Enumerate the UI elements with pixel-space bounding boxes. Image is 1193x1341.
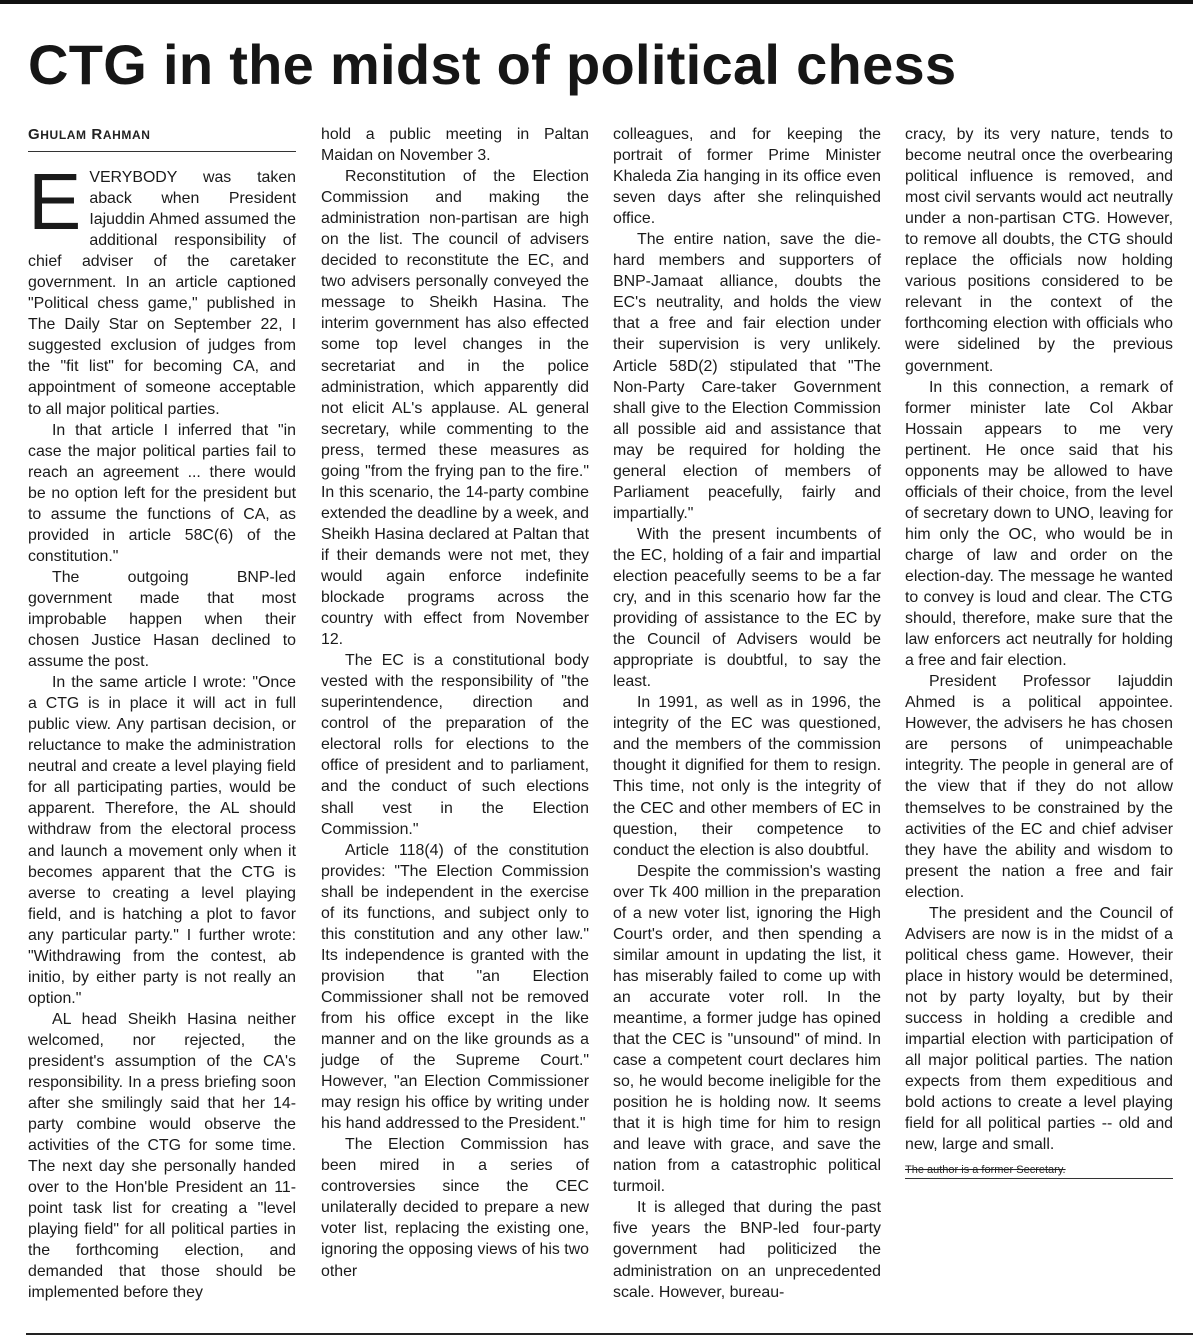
column-2: [321, 124, 589, 1282]
paragraph: Article 118(4) of the constitution provides: "The Election Commission shall be independent in the exercise of its functions, and subject only to this constitution and any other law." Its independence is granted with the provision that "an Election Commissioner shall not be removed from his office except in the like manner and on the like grounds as a judge of the Supreme Court." However, "an Election Commissioner may resign his office by writing under his hand addressed to the President.": [321, 841, 589, 1133]
paragraph: AL head Sheikh Hasina neither welcomed, nor rejected, the president's assumption of the CA's responsibility. In a press briefing soon after she smilingly said that her 14-party combine would observe the activities of the CTG for some time. The next day she personally handed over to the Hon'ble President an 11-point task list for creating a "level playing field" for all political parties in the forthcoming election, and demanded that those should be implemented before they: [28, 1010, 296, 1302]
column-1: [28, 124, 296, 1304]
paragraph: It is alleged that during the past five years the BNP-led four-party government had politicized the administration on an unprecedented scale. However, bureau-: [613, 1199, 881, 1301]
column-3: [613, 124, 881, 1303]
paragraph: In this connection, a remark of former minister late Col Akbar Hossain appears to me very pertinent. He once said that his opponents may be allowed to have officials of their choice, from the level of secretary down to UNO, leaving for him only the OC, who would be in charge of law and order on the election-day. The message he wanted to convey is loud and clear. The CTG should, therefore, make sure that the law enforcers act neutrally for holding a free and fair election.: [905, 378, 1173, 670]
paragraph: The president and the Council of Advisers are now is in the midst of a political chess game. However, their place in history would be determined, not by party loyalty, but by their success in holding a credible and impartial election with participation of all major political parties. The nation expects from them expeditious and bold actions to create a level playing field for all political parties -- old and new, large and small.: [905, 904, 1173, 1154]
paragraph: With the present incumbents of the EC, holding of a fair and impartial election peacefully seems to be a far cry, and in this scenario how far the providing of assistance to the EC by the Council of Advisers would be appropriate is doubtful, to say the least.: [613, 525, 881, 691]
drop-cap: E: [28, 157, 82, 246]
paragraph: In 1991, as well as in 1996, the integrity of the EC was questioned, and the members of the commission thought it dignified for them to resign. This time, not only is the integrity of the CEC and other members of EC in question, their competence to conduct the election is also doubtful.: [613, 694, 881, 859]
paragraph: President Professor Iajuddin Ahmed is a political appointee. However, the advisers he has chosen are persons of unimpeachable integrity. The people in general are of the view that if they do not allow themselves to be constrained by the activities of the EC and chief adviser they have the ability and wisdom to present the nation a free and fair election.: [905, 673, 1173, 901]
column-4: [905, 124, 1173, 1179]
headline: CTG in the midst of political chess: [28, 33, 957, 96]
paragraph: colleagues, and for keeping the portrait of former Prime Minister Khaleda Zia hanging in its office even seven days after she relinquished office.: [613, 126, 881, 228]
paragraph: The entire nation, save the die-hard members and supporters of BNP-Jamaat alliance, doubts the EC's neutrality, and holds the view that a free and fair election under their supervision is very unlikely. Article 58D(2) stipulated that "The Non-Party Care-taker Government shall give to the Election Commission all possible aid and assistance that may be required for holding the general election of members of Parliament peacefully, fairly and impartially.": [613, 231, 881, 522]
paragraph: hold a public meeting in Paltan Maidan on November 3.: [321, 126, 589, 165]
paragraph: The outgoing BNP-led government made that most improbable happen when their chosen Justice Hasan declined to assume the post.: [28, 568, 296, 671]
paragraph: Despite the commission's wasting over Tk 400 million in the preparation of a new voter list, ignoring the High Court's order, and then spending a similar amount in updating the list, it has miserably failed to come up with an accurate voter roll. In the meantime, a former judge has opined that the CEC is "unsound" of mind. In case a competent court declares him so, he would become ineligible for the position he is holding now. It seems that it is high time for him to resign and leave with grace, and save the nation from a catastrophic political turmoil.: [613, 862, 881, 1196]
paragraph: In that article I inferred that "in case the major political parties fail to reach an agreement ... there would be no option left for the president but to assume the functions of CA, as provided in article 58C(6) of the constitution.": [28, 421, 296, 565]
paragraph: The Election Commission has been mired in a series of controversies since the CEC unilaterally decided to prepare a new voter list, replacing the existing one, ignoring the opposing views of his two other: [321, 1136, 589, 1280]
author-note: The author is a former Secretary.: [905, 1162, 1173, 1179]
paragraph: In the same article I wrote: "Once a CTG is in place it will act in full public view. Any partisan decision, or reluctance to make the administration neutral and create a level playing field for all participating parties, would be apparent. Therefore, the AL should withdraw from the electoral process and launch a movement only when it becomes apparent that the CTG is averse to creating a level playing field, and is hatching a plot to favor any particular party." I further wrote: "Withdrawing from the contest, ab initio, by either party is not really an option.": [28, 674, 296, 1007]
paragraph: Reconstitution of the Election Commission and making the administration non-partisan are high on the list. The council of advisers decided to reconstitute the EC, and two advisers personally conveyed the message to Sheikh Hasina. The interim government has also effected some top level changes in the secretariat and in the police administration, which apparently did not elicit AL's applause. AL general secretary, while commenting to the press, termed these measures as going "from the frying pan to the fire." In this scenario, the 14-party combine extended the deadline by a week, and Sheikh Hasina declared at Paltan that if their demands were not met, they would again enforce indefinite blockade programs across the country with effect from November 12.: [321, 168, 589, 649]
bottom-rule: [26, 1333, 1193, 1335]
paragraph: The EC is a constitutional body vested with the responsibility of "the superintendence, direction and control of the preparation of the electoral rolls for elections to the office of president and to parliament, and the conduct of such elections shall vest in the Election Commission.": [321, 652, 589, 838]
paragraph: cracy, by its very nature, tends to become neutral once the overbearing political influence is removed, and most civil servants would act neutrally under a non-partisan CTG. However, to remove all doubts, the CTG should replace the officials now holding various positions considered to be relevant in the context of the forthcoming election with officials who were sidelined by the previous government.: [905, 126, 1173, 375]
byline: GHULAM RAHMAN: [28, 124, 296, 152]
top-rule: [0, 0, 1193, 4]
paragraph: VERYBODY was taken aback when President Iajuddin Ahmed assumed the additional responsibility of chief adviser of the caretaker government. In an article captioned "Political chess game," published in The Daily Star on September 22, I suggested exclusion of judges from the "fit list" for becoming CA, and appointment of someone acceptable to all major political parties.: [28, 169, 296, 418]
